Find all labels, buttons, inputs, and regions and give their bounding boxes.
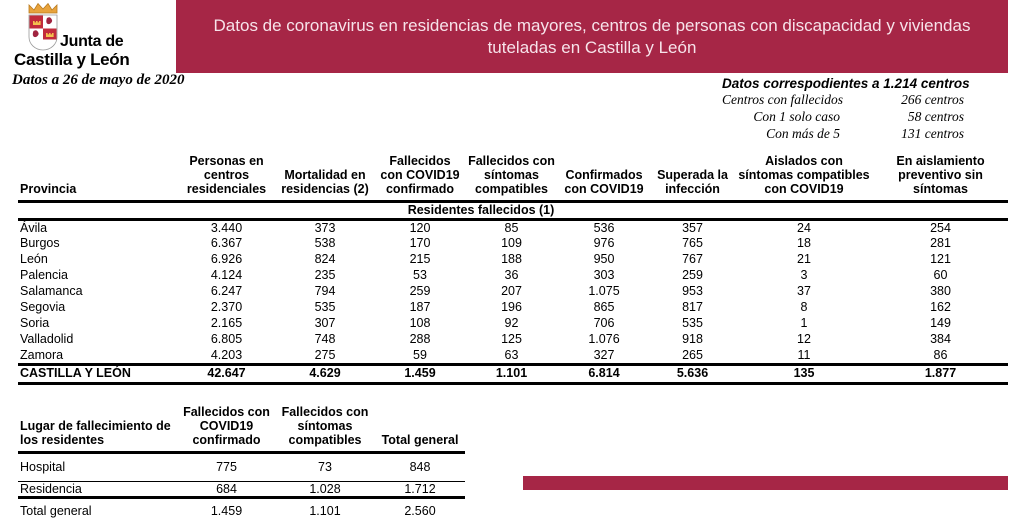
province-value-2: 108 xyxy=(409,316,431,330)
province-value-2: 259 xyxy=(409,284,431,298)
province-value-2: 215 xyxy=(409,252,431,266)
province-value-7: 384 xyxy=(930,332,951,346)
province-value-3: 109 xyxy=(501,236,522,250)
date-note: Datos a 26 de mayo de 2020 xyxy=(12,72,185,88)
province-value-5: 918 xyxy=(682,332,703,346)
total-value-6: 135 xyxy=(735,364,873,383)
column-header-6: Aislados con síntomas compatibles con COVID19 xyxy=(735,143,873,201)
province-row xyxy=(18,316,1008,332)
column-header-1: Mortalidad en residencias (2) xyxy=(275,143,375,201)
main-table xyxy=(18,143,1008,385)
province-value-4: 536 xyxy=(593,220,615,235)
province-value-0: 3.440 xyxy=(210,220,243,235)
province-value-0: 2.165 xyxy=(210,316,243,330)
column-header-0: Personas en centros residenciales xyxy=(178,143,275,201)
province-value-3: 207 xyxy=(501,284,522,298)
province-value-1: 748 xyxy=(314,332,336,346)
column-header-lugar: Lugar de fallecimiento de los residentes xyxy=(18,404,178,452)
location-value-1: 73 xyxy=(275,452,375,481)
province-value-4: 327 xyxy=(593,347,615,362)
logo-text-junta: Junta de xyxy=(60,33,124,50)
total-row xyxy=(18,364,1008,383)
location-table-body xyxy=(18,404,465,521)
centers-box-title: Datos correspodientes a 1.214 centros xyxy=(722,76,970,91)
province-value-7: 121 xyxy=(930,252,951,266)
centers-box-row xyxy=(722,91,964,108)
total-value-7: 1.877 xyxy=(873,364,1008,383)
centers-summary-box xyxy=(722,76,970,142)
province-row xyxy=(18,219,1008,236)
province-value-0: 6.247 xyxy=(210,284,243,298)
subheader-residentes-fallecidos: Residentes fallecidos (1) xyxy=(0,201,976,219)
province-value-4: 706 xyxy=(593,316,615,330)
column-header-7: En aislamiento preventivo sin síntomas xyxy=(873,143,1008,201)
province-name: Soria xyxy=(20,316,50,330)
province-value-5: 259 xyxy=(682,268,703,282)
province-row xyxy=(18,252,1008,268)
location-value-2: 848 xyxy=(375,452,465,481)
location-total-label: Total general xyxy=(20,504,92,518)
province-value-5: 357 xyxy=(682,220,703,235)
total-value-5: 5.636 xyxy=(650,364,735,383)
location-name: Residencia xyxy=(18,481,178,497)
province-value-6: 12 xyxy=(797,332,811,346)
total-value-1: 4.629 xyxy=(275,364,375,383)
province-value-3: 196 xyxy=(501,300,522,314)
column-header-2: Fallecidos con COVID19 confirmado xyxy=(375,143,465,201)
location-total-value-1: 1.101 xyxy=(309,504,341,518)
centers-box-row xyxy=(722,108,964,125)
location-value-2: 1.712 xyxy=(375,481,465,497)
province-value-1: 235 xyxy=(314,268,336,282)
province-value-2: 120 xyxy=(409,220,431,235)
location-column-header-0: Fallecidos con COVID19 confirmado xyxy=(178,404,275,452)
location-row xyxy=(18,452,465,481)
province-value-4: 950 xyxy=(593,252,615,266)
province-value-5: 953 xyxy=(682,284,703,298)
province-value-1: 307 xyxy=(314,316,336,330)
total-value-3: 1.101 xyxy=(465,364,558,383)
column-header-5: Superada la infección xyxy=(650,143,735,201)
province-name: Zamora xyxy=(20,347,64,362)
column-header-4: Confirmados con COVID19 xyxy=(558,143,650,201)
total-value-0: 42.647 xyxy=(178,364,275,383)
province-value-4: 976 xyxy=(593,236,615,250)
province-value-7: 254 xyxy=(930,220,951,235)
column-header-3: Fallecidos con síntomas compatibles xyxy=(465,143,558,201)
province-value-0: 6.367 xyxy=(210,236,243,250)
province-value-2: 187 xyxy=(409,300,431,314)
total-value-4: 6.814 xyxy=(558,364,650,383)
province-value-0: 2.370 xyxy=(210,300,243,314)
province-value-2: 288 xyxy=(409,332,431,346)
province-value-1: 535 xyxy=(314,300,336,314)
main-table-header-row xyxy=(18,143,1008,201)
report-banner xyxy=(176,0,1008,73)
province-value-1: 275 xyxy=(314,347,336,362)
province-value-0: 4.124 xyxy=(210,268,243,282)
location-name: Hospital xyxy=(18,452,178,481)
location-table xyxy=(18,404,465,521)
coat-of-arms-icon xyxy=(27,2,59,56)
province-value-6: 24 xyxy=(797,220,811,235)
location-total-value-2: 2.560 xyxy=(404,504,436,518)
province-name: Salamanca xyxy=(20,284,83,298)
province-value-5: 265 xyxy=(682,347,703,362)
province-value-1: 373 xyxy=(314,220,336,235)
province-name: Palencia xyxy=(20,268,68,282)
location-row xyxy=(18,481,465,497)
province-value-1: 794 xyxy=(314,284,336,298)
centers-box-row xyxy=(722,125,964,142)
province-row xyxy=(18,284,1008,300)
location-value-0: 684 xyxy=(178,481,275,497)
junta-logo xyxy=(0,0,175,70)
province-value-4: 303 xyxy=(593,268,615,282)
province-value-3: 125 xyxy=(501,332,522,346)
centers-box-row-value: 131 centros xyxy=(901,126,964,141)
location-total-row xyxy=(18,497,465,521)
location-table-header-row xyxy=(18,404,465,452)
province-row xyxy=(18,348,1008,365)
province-value-6: 3 xyxy=(800,268,808,282)
province-value-6: 37 xyxy=(797,284,811,298)
province-value-3: 188 xyxy=(501,252,522,266)
province-value-7: 149 xyxy=(930,316,951,330)
province-row xyxy=(18,268,1008,284)
logo-text-castilla: Castilla y León xyxy=(14,50,130,69)
province-value-3: 85 xyxy=(504,220,519,235)
province-value-2: 59 xyxy=(413,347,427,362)
province-value-2: 53 xyxy=(413,268,427,282)
province-value-1: 538 xyxy=(314,236,336,250)
province-value-6: 11 xyxy=(797,347,811,362)
province-value-3: 63 xyxy=(504,347,519,362)
centers-box-row-label: Con 1 solo caso xyxy=(753,109,840,124)
province-name: León xyxy=(20,252,48,266)
province-value-5: 765 xyxy=(682,236,703,250)
province-value-7: 380 xyxy=(930,284,951,298)
province-row xyxy=(18,332,1008,348)
location-total-value-0: 1.459 xyxy=(210,504,243,518)
main-table-subheader-row xyxy=(18,201,1008,219)
centers-box-row-value: 58 centros xyxy=(907,109,964,124)
banner-title: Datos de coronavirus en residencias de mayores, centros de personas con discapacidad y viviendas tuteladas en Castilla y León xyxy=(213,15,971,57)
main-table-body xyxy=(18,143,1008,383)
province-value-2: 170 xyxy=(409,236,431,250)
location-value-0: 775 xyxy=(178,452,275,481)
province-value-0: 6.926 xyxy=(210,252,243,266)
centers-box-row-label: Centros con fallecidos xyxy=(722,92,843,107)
province-value-3: 92 xyxy=(504,316,519,330)
province-value-6: 18 xyxy=(797,236,811,250)
province-name: Burgos xyxy=(20,236,60,250)
province-value-7: 86 xyxy=(933,347,948,362)
province-row xyxy=(18,300,1008,316)
province-value-0: 4.203 xyxy=(210,347,243,362)
province-value-6: 21 xyxy=(797,252,811,266)
section-divider-bar xyxy=(523,476,1008,490)
province-value-6: 8 xyxy=(800,300,808,314)
province-value-7: 60 xyxy=(933,268,948,282)
province-name: Segovia xyxy=(20,300,66,314)
location-column-header-1: Fallecidos con síntomas compatibles xyxy=(275,404,375,452)
province-value-0: 6.805 xyxy=(210,332,243,346)
province-value-4: 1.075 xyxy=(588,284,620,298)
province-value-5: 817 xyxy=(682,300,703,314)
province-value-5: 535 xyxy=(682,316,703,330)
province-value-1: 824 xyxy=(314,252,336,266)
total-value-2: 1.459 xyxy=(375,364,465,383)
total-row-label: CASTILLA Y LEÓN xyxy=(18,364,178,383)
province-value-4: 1.076 xyxy=(588,332,620,346)
province-value-7: 281 xyxy=(930,236,951,250)
centers-box-row-value: 266 centros xyxy=(901,92,964,107)
province-value-5: 767 xyxy=(682,252,703,266)
centers-box-row-label: Con más de 5 xyxy=(766,126,840,141)
province-row xyxy=(18,236,1008,252)
location-value-1: 1.028 xyxy=(275,481,375,497)
province-value-6: 1 xyxy=(800,316,808,330)
column-header-provincia: Provincia xyxy=(18,143,178,201)
province-value-3: 36 xyxy=(504,268,519,282)
province-name: Ávila xyxy=(20,220,48,235)
province-value-7: 162 xyxy=(930,300,951,314)
province-name: Valladolid xyxy=(20,332,74,346)
province-value-4: 865 xyxy=(593,300,615,314)
location-column-header-2: Total general xyxy=(375,404,465,452)
